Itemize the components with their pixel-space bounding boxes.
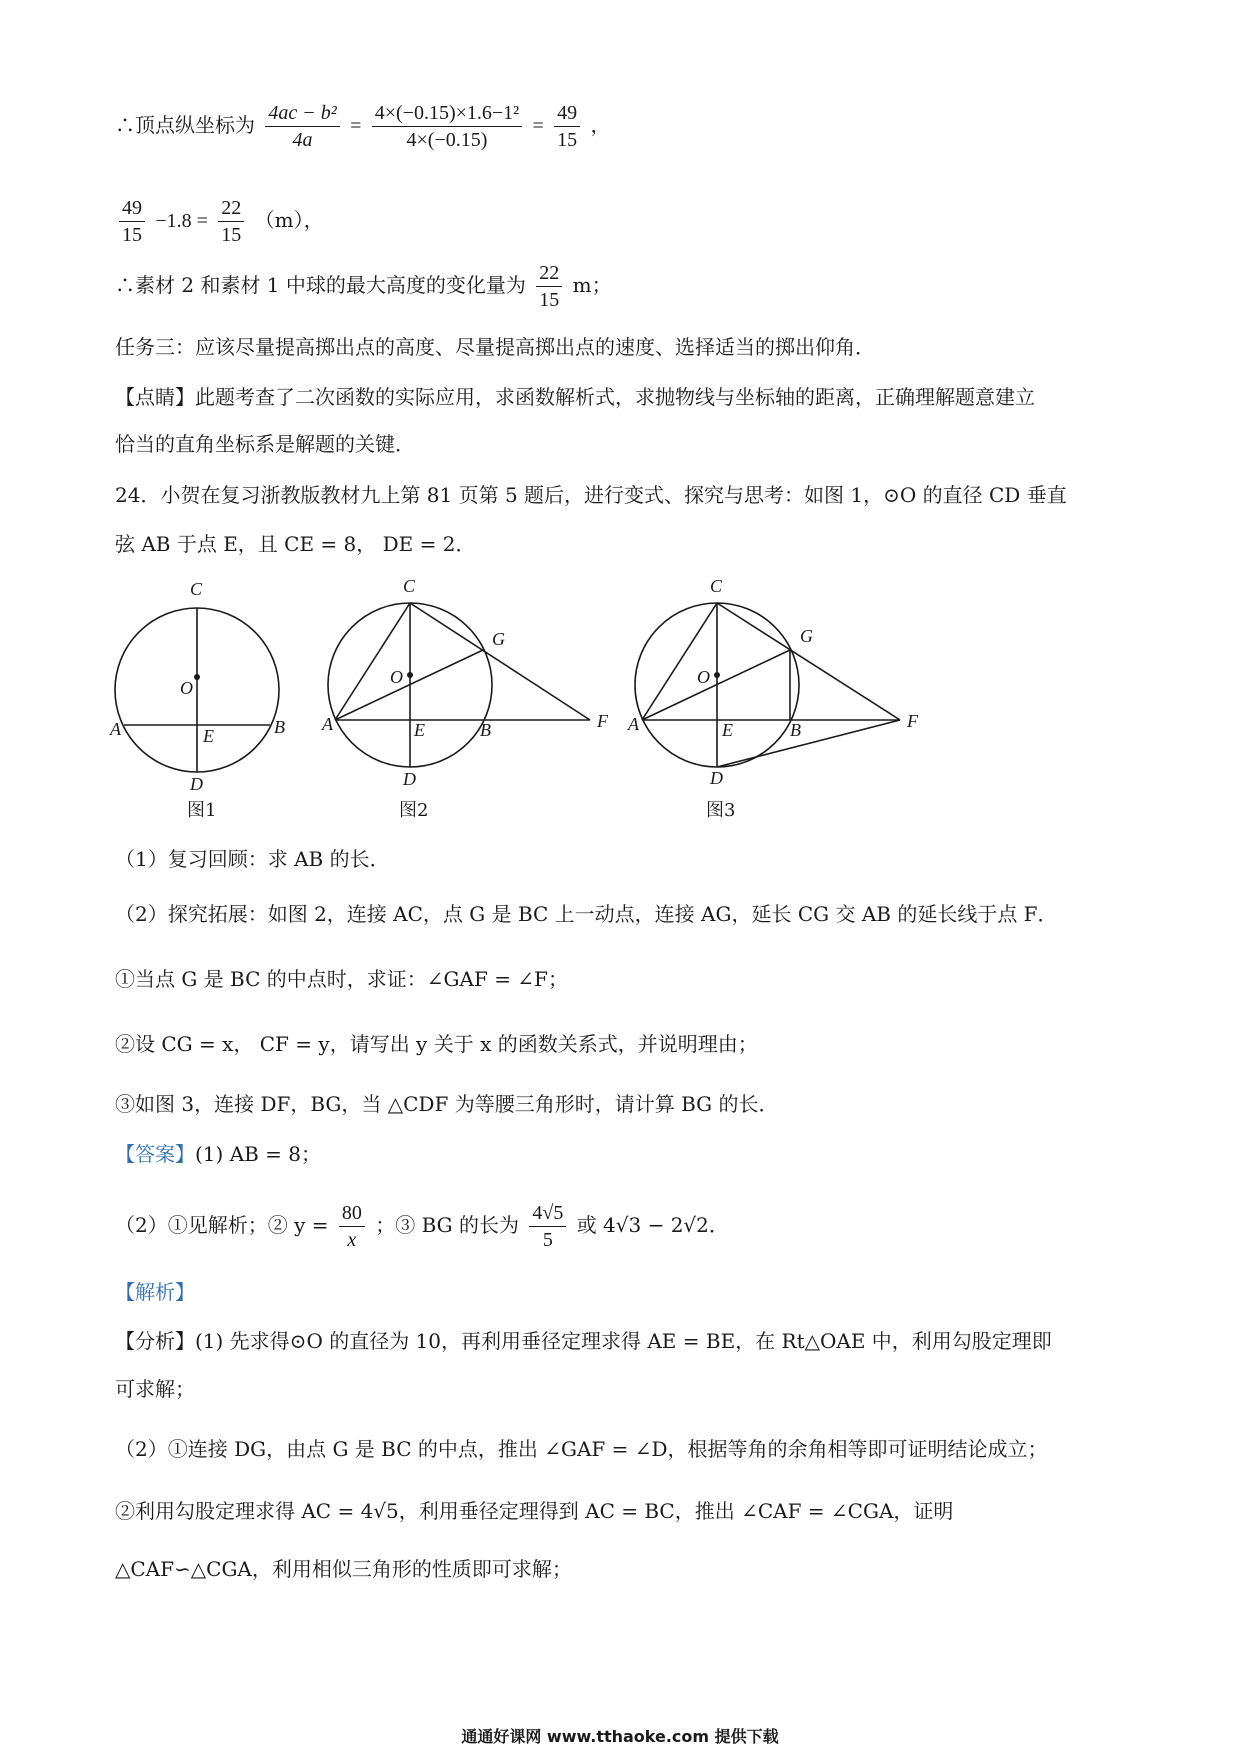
- denominator: 5: [542, 1229, 553, 1251]
- fig3-line-cf: [717, 603, 900, 720]
- comment-line-2: 恰当的直角坐标系是解题的关键．: [115, 432, 415, 456]
- text: （2）①见解析；② y =: [115, 1213, 329, 1237]
- numerator: 80: [339, 1200, 365, 1227]
- analysis-line-5: △CAF∽△CGA，利用相似三角形的性质即可求解；: [115, 1557, 572, 1581]
- fig2-label-o: O: [390, 667, 403, 687]
- fig2-label-a: A: [322, 714, 333, 734]
- analysis-line-4: ②利用勾股定理求得 AC = 4√5，利用垂径定理得到 AC = BC，推出 ∠CAF = ∠CGA，证明: [115, 1499, 954, 1523]
- fig3-label-b: B: [790, 720, 801, 740]
- footer-watermark: 通通好课网 www.tthaoke.com 提供下载: [461, 1727, 779, 1746]
- question-2-part-3: ③如图 3，连接 DF，BG，当 △CDF 为等腰三角形时，请计算 BG 的长．: [115, 1092, 779, 1116]
- question-2-part-2: ②设 CG = x， CF = y，请写出 y 关于 x 的函数关系式，并说明理由；: [115, 1032, 758, 1056]
- fraction: [218, 195, 244, 248]
- denominator: 15: [539, 289, 560, 311]
- text: −1.8 =: [155, 210, 208, 232]
- fig3-label-d: D: [710, 768, 723, 788]
- fig2-label-b: B: [480, 720, 491, 740]
- problem-24-line-2: 弦 AB 于点 E，且 CE = 8， DE = 2．: [115, 532, 476, 556]
- question-2-part-1: ①当点 G 是 BC 的中点时，求证：∠GAF = ∠F；: [115, 967, 568, 991]
- fig2-label-d: D: [403, 769, 416, 789]
- denominator: 15: [122, 224, 142, 246]
- fig1-label-e: E: [203, 726, 214, 746]
- answer-line-2: [115, 1200, 729, 1253]
- denominator: 15: [221, 224, 242, 246]
- numerator: 49: [119, 195, 145, 222]
- fig2-label-f: F: [597, 711, 608, 731]
- fig3-label-c: C: [710, 576, 723, 596]
- analysis-tag: 【解析】: [115, 1280, 195, 1304]
- denominator: x: [347, 1229, 357, 1251]
- vertex-ordinate-line: [115, 100, 611, 153]
- numerator: 4ac − b²: [265, 100, 339, 127]
- text: 或 4√3 − 2√2．: [576, 1213, 729, 1237]
- fig2-label-c: C: [403, 576, 416, 596]
- fraction: [119, 195, 145, 248]
- numerator: 4×(−0.15)×1.6−1²: [372, 100, 522, 127]
- comment-line-1: 【点睛】此题考查了二次函数的实际应用，求函数解析式，求抛物线与坐标轴的距离，正确理解题意建立: [115, 385, 1035, 409]
- problem-24-line-1: 24．小贺在复习浙教版教材九上第 81 页第 5 题后，进行变式、探究与思考：如图 1，⊙O 的直径 CD 垂直: [115, 483, 1067, 507]
- text: ；③ BG 的长为: [375, 1213, 519, 1237]
- fig1-label-o: O: [180, 678, 193, 698]
- text: (1) AB = 8；: [195, 1142, 322, 1166]
- text: （m），: [254, 208, 324, 232]
- task-three: 任务三：应该尽量提高掷出点的高度、尽量提高掷出点的速度、选择适当的掷出仰角．: [115, 335, 875, 359]
- numerator: 22: [536, 260, 562, 287]
- fraction: [529, 1200, 566, 1253]
- denominator: 4×(−0.15): [406, 129, 488, 151]
- height-difference-line: [115, 195, 324, 248]
- fraction: [536, 260, 562, 313]
- numerator: 49: [554, 100, 580, 127]
- fig2-line-cf: [410, 603, 590, 720]
- fraction: [554, 100, 580, 153]
- fig3-center-dot: [714, 672, 720, 678]
- text: ∴顶点纵坐标为: [115, 113, 255, 137]
- question-2: （2）探究拓展：如图 2，连接 AC，点 G 是 BC 上一动点，连接 AG，延长 CG 交 AB 的延长线于点 F．: [115, 902, 1058, 926]
- fig3-label-f: F: [907, 711, 918, 731]
- fig1-label-a: A: [110, 719, 121, 739]
- equals: =: [532, 115, 544, 137]
- geometry-figures: [0, 570, 1240, 820]
- fig3-line-df: [717, 720, 900, 767]
- numerator: 4√5: [529, 1200, 566, 1227]
- fig3-caption: 图3: [706, 800, 736, 821]
- fig2-center-dot: [407, 672, 413, 678]
- fig1-caption: 图1: [187, 800, 217, 821]
- fig1-label-b: B: [274, 717, 285, 737]
- text: ∴素材 2 和素材 1 中球的最大高度的变化量为: [115, 273, 526, 297]
- numerator: 22: [218, 195, 244, 222]
- change-amount-line: [115, 260, 612, 313]
- fraction: [372, 100, 522, 153]
- fig3-label-g: G: [800, 626, 813, 646]
- text: m；: [572, 273, 612, 297]
- fig1-label-d: D: [190, 774, 203, 794]
- analysis-line-1: 【分析】(1) 先求得⊙O 的直径为 10，再利用垂径定理求得 AE = BE，在 Rt△OAE 中，利用勾股定理即: [115, 1329, 1052, 1353]
- analysis-line-2: 可求解；: [115, 1377, 195, 1401]
- fig2-label-g: G: [492, 629, 505, 649]
- analysis-line-3: （2）①连接 DG，由点 G 是 BC 的中点，推出 ∠GAF = ∠D，根据等角的余角相等即可证明结论成立；: [115, 1437, 1048, 1461]
- answer-line-1: [115, 1140, 321, 1168]
- fig3-label-e: E: [722, 720, 733, 740]
- equals: =: [350, 115, 362, 137]
- denominator: 4a: [292, 129, 313, 151]
- fig2-label-e: E: [414, 720, 425, 740]
- question-1: （1）复习回顾：求 AB 的长．: [115, 847, 390, 871]
- fig1-label-c: C: [190, 579, 203, 599]
- denominator: 15: [557, 129, 578, 151]
- text: ，: [590, 113, 611, 137]
- fig2-caption: 图2: [399, 800, 429, 821]
- answer-tag: 【答案】: [115, 1142, 195, 1166]
- fraction: [339, 1200, 365, 1253]
- fig3-label-o: O: [697, 667, 710, 687]
- fig3-label-a: A: [628, 714, 639, 734]
- fraction: [265, 100, 339, 153]
- fig1-center-dot: [194, 674, 200, 680]
